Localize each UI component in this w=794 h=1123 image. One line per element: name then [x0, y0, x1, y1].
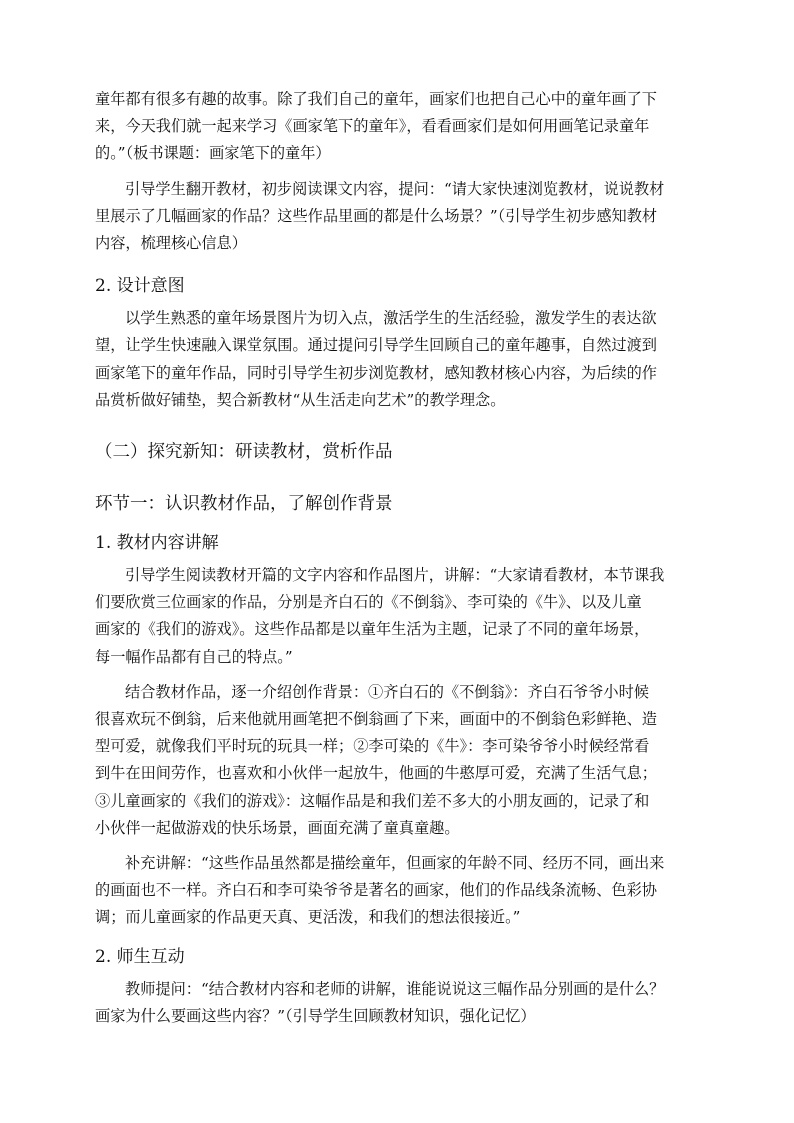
text-line: 里展示了几幅画家的作品？这些作品里画的都是什么场景？”（引导学生初步感知教材 [95, 206, 658, 225]
text-line: 很喜欢玩不倒翁，后来他就用画笔把不倒翁画了下来，画面中的不倒翁色彩鲜艳、造 [95, 710, 657, 729]
section-2-heading: （二）探究新知：研读教材，赏析作品 [95, 442, 393, 463]
text-line: 小伙伴一起做游戏的快乐场景，画面充满了童真童趣。 [95, 818, 460, 837]
text-line: 教师提问：“结合教材内容和老师的讲解，谁能说说这三幅作品分别画的是什么？ [125, 979, 665, 998]
text-line: ③儿童画家的《我们的游戏》：这幅作品是和我们差不多大的小朋友画的，记录了和 [95, 791, 650, 810]
text-line: 内容，梳理核心信息） [95, 234, 247, 253]
interaction-paragraph [95, 976, 700, 1030]
text-line: 的画面也不一样。齐白石和李可染爷爷是著名的画家，他们的作品线条流畅、色彩协 [95, 881, 657, 900]
textbook-paragraph-2 [95, 679, 700, 842]
text-line: 调；而儿童画家的作品更天真、更活泼，和我们的想法很接近。” [95, 908, 521, 927]
text-line: 引导学生翻开教材，初步阅读课文内容，提问：“请大家快速浏览教材，说说教材 [125, 179, 665, 198]
text-line: 们要欣赏三位画家的作品，分别是齐白石的《不倒翁》、李可染的《牛》、以及儿童 [95, 593, 642, 612]
text-line: 画家笔下的童年作品，同时引导学生初步浏览教材，感知教材核心内容，为后续的作 [95, 363, 657, 382]
text-line: 引导学生阅读教材开篇的文字内容和作品图片，讲解：“大家请看教材，本节课我 [125, 566, 665, 585]
text-line: 补充讲解：“这些作品虽然都是描绘童年，但画家的年龄不同、经历不同，画出来 [125, 854, 665, 873]
interaction-heading: 2. 师生互动 [95, 946, 185, 967]
text-line: 每一幅作品都有自己的特点。” [95, 647, 293, 666]
text-line: 到牛在田间劳作，也喜欢和小伙伴一起放牛，他画的牛憨厚可爱，充满了生活气息； [95, 764, 657, 783]
text-line: 来，今天我们就一起来学习《画家笔下的童年》，看看画家们是如何用画笔记录童年 [95, 117, 650, 136]
text-line: 型可爱，就像我们平时玩的玩具一样；②李可染的《牛》：李可染爷爷小时候经常看 [95, 737, 650, 756]
document-page [95, 86, 700, 1030]
text-line: 画家的《我们的游戏》。这些作品都是以童年生活为主题，记录了不同的童年场景， [95, 620, 650, 639]
text-line: 童年都有很多有趣的故事。除了我们自己的童年，画家们也把自己心中的童年画了下 [95, 90, 657, 108]
intro-paragraph-1 [95, 86, 700, 168]
design-intent-heading: 2. 设计意图 [95, 276, 185, 297]
text-line: 望，让学生快速融入课堂氛围。通过提问引导学生回顾自己的童年趣事，自然过渡到 [95, 336, 657, 355]
textbook-heading: 1. 教材内容讲解 [95, 533, 219, 554]
text-line: 品赏析做好铺垫，契合新教材“从生活走向艺术”的教学理念。 [95, 390, 506, 409]
step-1-heading: 环节一：认识教材作品，了解创作背景 [95, 494, 393, 515]
design-intent-paragraph [95, 305, 700, 414]
text-line: 的。”（板书课题：画家笔下的童年） [95, 144, 331, 163]
text-line: 以学生熟悉的童年场景图片为切入点，激活学生的生活经验，激发学生的表达欲 [125, 309, 657, 328]
textbook-paragraph-1 [95, 562, 700, 671]
textbook-paragraph-3 [95, 850, 700, 932]
text-line: 画家为什么要画这些内容？”（引导学生回顾教材知识，强化记忆） [95, 1006, 536, 1025]
intro-paragraph-2 [95, 176, 700, 258]
text-line: 结合教材作品，逐一介绍创作背景：①齐白石的《不倒翁》：齐白石爷爷小时候 [125, 682, 649, 701]
